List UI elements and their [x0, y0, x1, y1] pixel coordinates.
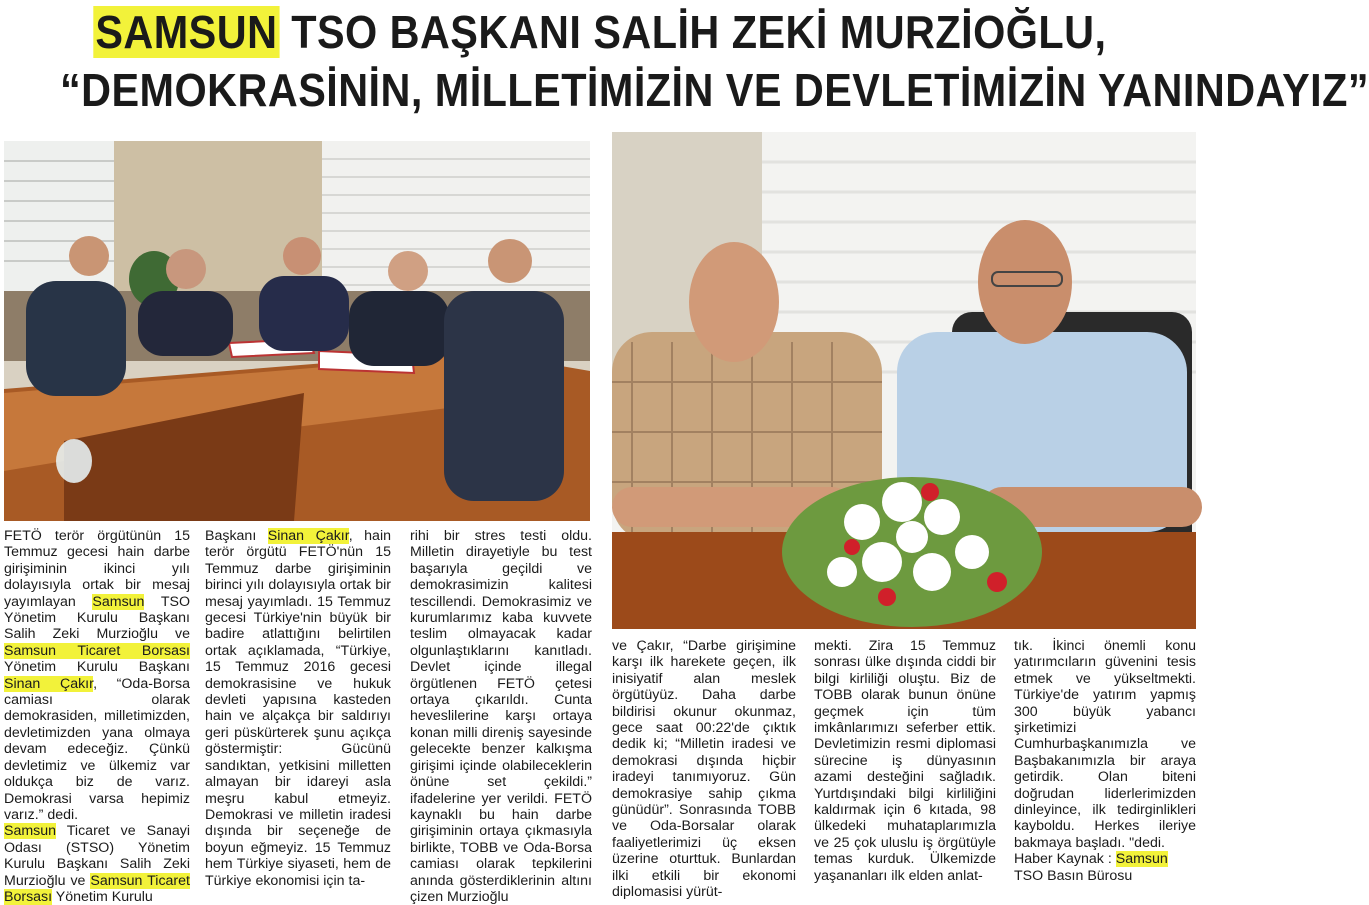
headline-highlight: SAMSUN — [95, 6, 278, 58]
highlight-samsun: Samsun — [1115, 851, 1168, 868]
article-paragraph-1 — [4, 528, 190, 823]
two-chairmen-photo — [612, 132, 1196, 629]
text-run: Başkanı — [205, 528, 268, 544]
text-run: FETÖ terör örgütünün 15 Temmuz gecesi hain darbe girişiminin ikinci yılı dolayısıyla ortak bir mesaj yayımlayan — [4, 528, 190, 610]
article-paragraph — [205, 528, 391, 889]
news-source-label: Haber Kaynak : — [1014, 851, 1116, 868]
highlight-samsun-ticaret-borsasi: Samsun Ticaret Borsası — [4, 872, 190, 905]
article-paragraph-2 — [4, 823, 190, 905]
article-column-2 — [205, 528, 391, 889]
text-run: Yönetim Kurulu Başkanı — [4, 659, 190, 676]
article-column-4 — [612, 638, 796, 901]
text-run: Yönetim Kurulu — [52, 888, 153, 905]
news-source — [1014, 851, 1196, 867]
highlight-samsun: Samsun — [92, 593, 145, 610]
article-paragraph: mekti. Zira 15 Temmuz sonrası ülke dışında ciddi bir bilgi kirliliği oluştu. Biz de TOBB olarak bunun önüne geçmek için tüm imkânlarımızı seferber ettik. Devletimizin resmi diplomasi sürecine iş dünyasının azami desteğini sağladık. Yurtdışındaki bilgi kirliliğini kaldırmak için 6 kıtada, 98 ülkedeki muhataplarımızla ve 25 çok uluslu iş örgütüyle temas kurduk. Ülkemizde yaşananları ilk elden anlat- — [814, 638, 996, 884]
article-paragraph: rihi bir stres testi oldu. Milletin dirayetiyle bu test başarıyla geçildi ve demokrasimizin kalitesi tescillendi. Demokrasimiz ve kurumlarımız kaba kuvvete teslim olmayacak kadar olgunlaştıklarını kanıtladı. Devlet içinde illegal örgütlenen FETÖ çetesi ortaya çıkarıldı. Cunta heveslilerine karşı ortaya konan milli direniş sayesinde gelecekte benzer kalkışma girişimi içinde olabileceklerin önüne set çekildi.” ifadelerine yer verildi. FETÖ kaynaklı bu hain darbe girişiminin ortaya çıkmasıyla birlikte, TOBB ve Oda-Borsa camiası olarak tepkilerini anında gösterdiklerinin altını çizen Murzioğlu — [410, 528, 592, 905]
article-column-1 — [4, 528, 190, 905]
signing-ceremony-illustration — [4, 141, 590, 521]
highlight-samsun-ticaret-borsasi: Samsun Ticaret Borsası — [4, 642, 190, 659]
article-column-5 — [814, 638, 996, 884]
article-paragraph: tık. İkinci önemli konu yatırımcıların güvenini tesis etmek ve yükseltmekti. Türkiye'de yatırım yapmış 300 büyük yabancı şirketimizi Cumhurbaşkanımızla ve Başbakanımızla bir araya getirdik. Olan biteni doğrudan liderlerimizden dinleyince, ilk tedirginlikleri kayboldu. Herkes ileriye bakmaya başladı. "dedi. — [1014, 638, 1196, 851]
headline-line-1-text: TSO BAŞKANI SALİH ZEKİ MURZİOĞLU, — [279, 6, 1107, 58]
two-chairmen-illustration — [612, 132, 1196, 629]
text-run: TSO Yönetim Kurulu Başkanı Salih Zeki Murzioğlu ve — [4, 593, 190, 643]
headline-line-1 — [60, 6, 1140, 58]
highlight-sinan-cakir: Sinan Çakır — [4, 675, 94, 692]
highlight-samsun: Samsun — [4, 823, 57, 840]
text-run: Ticaret ve Sanayi Odası (STSO) Yönetim Kurulu Başkanı Salih Zeki Murzioğlu ve — [4, 823, 190, 889]
article-column-6 — [1014, 638, 1196, 884]
signing-ceremony-photo — [4, 141, 590, 521]
article-paragraph: ve Çakır, “Darbe girişimine karşı ilk harekete geçen, ilk inisiyatif alan meslek örgütüyüz. Daha darbe bildirisi okunur okunmaz, gece saat 00:22'de çıktık dedik ki; “Milletin iradesi ve demokrasi dışında hiçbir iradeyi tanımıyoruz. Gün demokrasiye sahip çıkma günüdür”. Sonrasında TOBB ve Oda-Borsalar olarak faaliyetlerimizi üç eksen üzerine oturttuk. Bunlardan ilki etkili bir ekonomi diplomasisi yürüt- — [612, 638, 796, 901]
article-column-3 — [410, 528, 592, 905]
text-run: , hain terör örgütü FETÖ'nün 15 Temmuz darbe girişiminin birinci yılı dolayısıyla ortak bir mesaj yayımladı. 15 Temmuz gecesi Türkiye'nin büyük bir badire atlattığını belirtilen ortak açıklamada, “Türkiye, 15 Temmuz 2016 gecesi demokrasisine ve hukuk devleti yapısına kasteden hain ve alçakça bir saldırıyı geri püskürterek şunu açıkça göstermiştir: Gücünü sandıktan, yetkisini milletten almayan bir idareyi asla meşru kabul etmeyiz. Demokrasi ve milletin iradesi dışında bir seçeneğe de boyun eğmeyiz. 15 Temmuz hem Türkiye siyaseti, hem de Türkiye ekonomisi için ta- — [205, 528, 391, 889]
text-run: , “Oda-Borsa camiası olarak demokrasiden, milletimizden, devletimizden yana olmaya devam edeceğiz. Çünkü devletimiz ve ülkemiz var oldukça biz de varız. Demokrasi varsa hepimiz varız.” dedi. — [4, 675, 190, 823]
highlight-sinan-cakir: Sinan Çakır — [267, 528, 349, 544]
headline-line-2: “DEMOKRASİNİN, MİLLETİMİZİN VE DEVLETİMİZİN YANINDAYIZ” — [60, 64, 1369, 116]
news-source-office: TSO Basın Bürosu — [1014, 867, 1133, 884]
